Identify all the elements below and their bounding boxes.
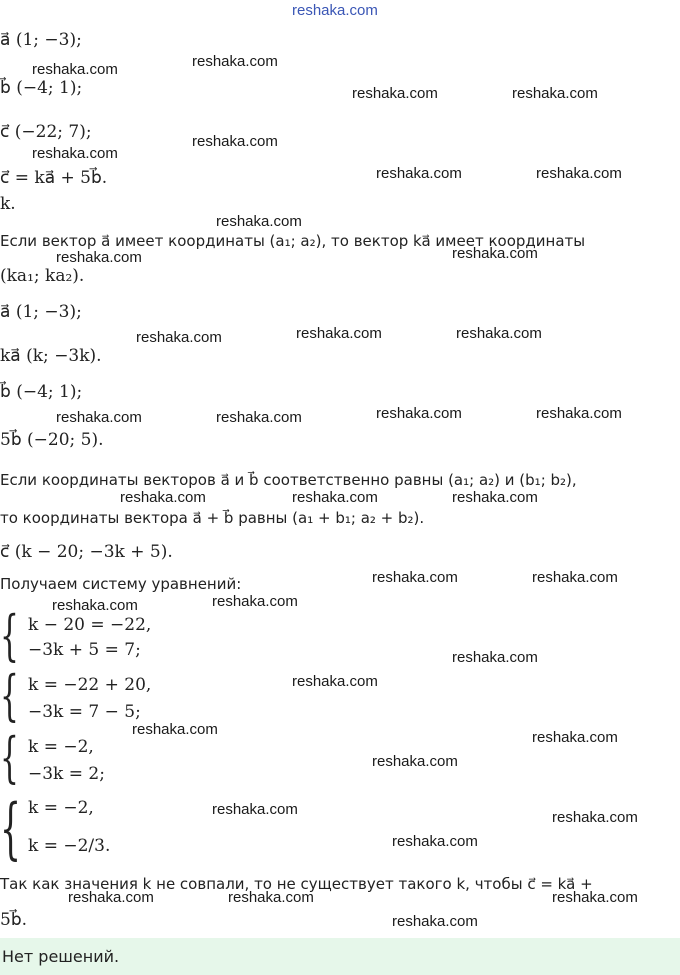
watermark: reshaka.com	[372, 569, 458, 586]
system-brace: {	[0, 664, 19, 727]
site-header-link[interactable]: reshaka.com	[292, 2, 378, 19]
watermark: reshaka.com	[192, 133, 278, 150]
watermark: reshaka.com	[452, 489, 538, 506]
system-1-eq-1: k − 20 = −22,	[28, 615, 152, 635]
vector-c-coords: c⃗ (−22; 7);	[0, 122, 92, 142]
system-brace: {	[0, 790, 21, 867]
vector-b-coords: b⃗ (−4; 1);	[0, 78, 83, 98]
system-3-eq-1: k = −2,	[28, 737, 94, 757]
system-4-eq-1: k = −2,	[28, 798, 94, 818]
vector-c-expression: c⃗ (k − 20; −3k + 5).	[0, 542, 173, 562]
watermark: reshaka.com	[392, 913, 478, 930]
watermark: reshaka.com	[216, 409, 302, 426]
watermark: reshaka.com	[132, 721, 218, 738]
answer-text: Нет решений.	[2, 947, 120, 966]
vector-b-coords-repeat: b⃗ (−4; 1);	[0, 382, 83, 402]
watermark: reshaka.com	[376, 405, 462, 422]
watermark: reshaka.com	[456, 325, 542, 342]
vector-5b-coords: 5b⃗ (−20; 5).	[0, 430, 104, 450]
system-3-eq-2: −3k = 2;	[28, 764, 105, 784]
watermark: reshaka.com	[56, 249, 142, 266]
watermark: reshaka.com	[32, 61, 118, 78]
vector-a-coords: a⃗ (1; −3);	[0, 30, 82, 50]
watermark: reshaka.com	[532, 729, 618, 746]
watermark: reshaka.com	[56, 409, 142, 426]
decomposition-equation: c⃗ = ka⃗ + 5b⃗.	[0, 168, 108, 188]
watermark: reshaka.com	[532, 569, 618, 586]
system-intro: Получаем систему уравнений:	[0, 575, 242, 593]
conclusion-text: Так как значения k не совпали, то не существует такого k, чтобы c⃗ = ka⃗ +	[0, 875, 593, 893]
watermark: reshaka.com	[512, 85, 598, 102]
answer-box	[0, 938, 680, 975]
watermark: reshaka.com	[376, 165, 462, 182]
watermark: reshaka.com	[216, 213, 302, 230]
watermark: reshaka.com	[392, 833, 478, 850]
vector-a-coords-repeat: a⃗ (1; −3);	[0, 302, 82, 322]
watermark: reshaka.com	[552, 809, 638, 826]
watermark: reshaka.com	[228, 889, 314, 906]
system-1-eq-2: −3k + 5 = 7;	[28, 640, 141, 660]
watermark: reshaka.com	[372, 753, 458, 770]
watermark: reshaka.com	[32, 145, 118, 162]
vector-ka-coords: ka⃗ (k; −3k).	[0, 346, 102, 366]
k-label: k.	[0, 194, 16, 214]
watermark: reshaka.com	[212, 593, 298, 610]
system-brace: {	[0, 604, 19, 667]
watermark: reshaka.com	[452, 245, 538, 262]
watermark: reshaka.com	[352, 85, 438, 102]
watermark: reshaka.com	[452, 649, 538, 666]
watermark: reshaka.com	[292, 489, 378, 506]
watermark: reshaka.com	[192, 53, 278, 70]
watermark: reshaka.com	[292, 673, 378, 690]
watermark: reshaka.com	[296, 325, 382, 342]
watermark: reshaka.com	[536, 405, 622, 422]
watermark: reshaka.com	[52, 597, 138, 614]
watermark: reshaka.com	[136, 329, 222, 346]
watermark: reshaka.com	[120, 489, 206, 506]
watermark: reshaka.com	[68, 889, 154, 906]
rule-vector-addition: Если координаты векторов a⃗ и b⃗ соответственно равны (a₁; a₂) и (b₁; b₂),	[0, 471, 577, 489]
system-4-eq-2: k = −2/3.	[28, 836, 111, 856]
watermark: reshaka.com	[536, 165, 622, 182]
rule-scalar-result: (ka₁; ka₂).	[0, 266, 85, 286]
watermark: reshaka.com	[212, 801, 298, 818]
conclusion-continuation: 5b⃗.	[0, 910, 28, 930]
rule-vector-addition-result: то координаты вектора a⃗ + b⃗ равны (a₁ + b₁; a₂ + b₂).	[0, 509, 425, 527]
system-2-eq-2: −3k = 7 − 5;	[28, 702, 141, 722]
rule-scalar-multiplication: Если вектор a⃗ имеет координаты (a₁; a₂), то вектор ka⃗ имеет координаты	[0, 232, 586, 250]
system-brace: {	[0, 726, 19, 789]
watermark: reshaka.com	[552, 889, 638, 906]
system-2-eq-1: k = −22 + 20,	[28, 675, 152, 695]
